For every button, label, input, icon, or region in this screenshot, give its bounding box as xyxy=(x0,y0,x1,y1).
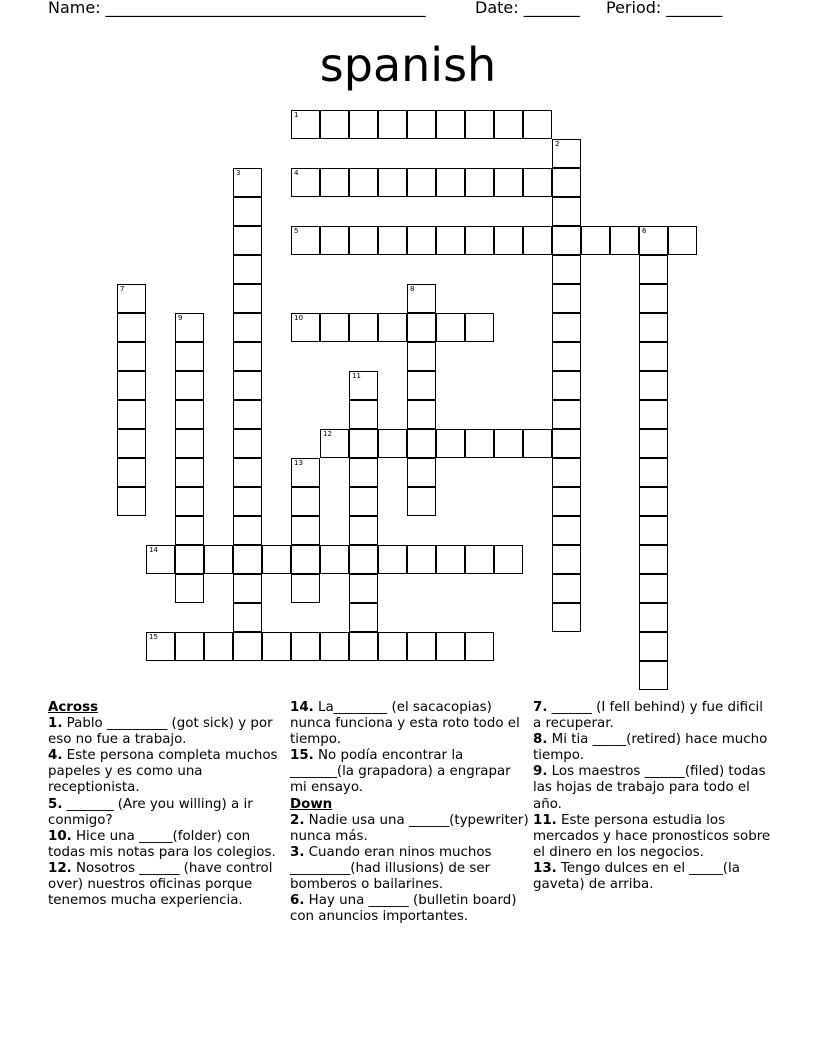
grid-cell[interactable] xyxy=(175,458,204,487)
cell-number: 15 xyxy=(149,633,158,641)
grid-cell[interactable] xyxy=(349,371,378,400)
grid-cell[interactable] xyxy=(552,400,581,429)
grid-cell[interactable] xyxy=(465,110,494,139)
grid-cell[interactable] xyxy=(436,168,465,197)
across-heading: Across xyxy=(48,700,99,715)
grid-cell[interactable] xyxy=(117,429,146,458)
grid-cell[interactable] xyxy=(639,284,668,313)
grid-cell[interactable] xyxy=(320,429,349,458)
grid-cell[interactable] xyxy=(465,429,494,458)
grid-cell[interactable] xyxy=(639,226,668,255)
clue-item xyxy=(48,716,288,748)
grid-cell[interactable] xyxy=(407,400,436,429)
grid-cell[interactable] xyxy=(668,226,697,255)
grid-cell[interactable] xyxy=(320,226,349,255)
grid-cell[interactable] xyxy=(117,371,146,400)
grid-cell[interactable] xyxy=(407,429,436,458)
grid-cell[interactable] xyxy=(233,168,262,197)
grid-cell[interactable] xyxy=(233,313,262,342)
grid-cell[interactable] xyxy=(291,168,320,197)
grid-cell[interactable] xyxy=(233,197,262,226)
grid-cell[interactable] xyxy=(349,632,378,661)
clue-number: 3. xyxy=(290,844,305,860)
grid-cell[interactable] xyxy=(291,458,320,487)
grid-cell[interactable] xyxy=(552,313,581,342)
grid-cell[interactable] xyxy=(291,110,320,139)
grid-cell[interactable] xyxy=(639,545,668,574)
grid-cell[interactable] xyxy=(320,313,349,342)
clue-item xyxy=(48,861,288,909)
grid-cell[interactable] xyxy=(552,255,581,284)
grid-cell[interactable] xyxy=(175,400,204,429)
grid-cell[interactable] xyxy=(349,226,378,255)
grid-cell[interactable] xyxy=(378,632,407,661)
grid-cell[interactable] xyxy=(552,342,581,371)
grid-cell[interactable] xyxy=(349,400,378,429)
grid-cell[interactable] xyxy=(552,168,581,197)
grid-cell[interactable] xyxy=(349,168,378,197)
clue-text: ______ (I fell behind) y fue dificil a recuperar. xyxy=(533,700,763,732)
across-clue-list xyxy=(48,716,288,909)
grid-cell[interactable] xyxy=(523,226,552,255)
grid-cell[interactable] xyxy=(349,574,378,603)
grid-cell[interactable] xyxy=(233,226,262,255)
grid-cell[interactable] xyxy=(378,429,407,458)
grid-cell[interactable] xyxy=(639,661,668,690)
grid-cell[interactable] xyxy=(552,371,581,400)
grid-cell[interactable] xyxy=(117,284,146,313)
grid-cell[interactable] xyxy=(639,574,668,603)
grid-cell[interactable] xyxy=(175,574,204,603)
grid-cell[interactable] xyxy=(233,342,262,371)
grid-cell[interactable] xyxy=(639,400,668,429)
clue-text: _______ (Are you willing) a ir conmigo? xyxy=(48,796,253,828)
grid-cell[interactable] xyxy=(291,516,320,545)
cell-number: 2 xyxy=(555,140,560,148)
grid-cell[interactable] xyxy=(262,632,291,661)
across-clue-list-continued xyxy=(290,700,530,797)
clue-number: 1. xyxy=(48,716,63,732)
grid-cell[interactable] xyxy=(552,487,581,516)
clue-text: Este persona estudia los mercados y hace pronosticos sobre el dinero en los negocios. xyxy=(533,812,771,860)
cell-number: 10 xyxy=(294,314,303,322)
clue-text: Los maestros ______(filed) todas las hojas de trabajo para todo el año. xyxy=(533,764,766,812)
clue-item xyxy=(48,797,288,829)
grid-cell[interactable] xyxy=(552,139,581,168)
clue-item xyxy=(290,813,530,845)
grid-cell[interactable] xyxy=(407,110,436,139)
grid-cell[interactable] xyxy=(494,168,523,197)
clue-item xyxy=(533,813,773,861)
grid-cell[interactable] xyxy=(523,429,552,458)
grid-cell[interactable] xyxy=(349,516,378,545)
grid-cell[interactable] xyxy=(581,226,610,255)
grid-cell[interactable] xyxy=(465,313,494,342)
grid-cell[interactable] xyxy=(291,226,320,255)
grid-cell[interactable] xyxy=(233,632,262,661)
grid-cell[interactable] xyxy=(523,168,552,197)
grid-cell[interactable] xyxy=(117,487,146,516)
grid-cell[interactable] xyxy=(117,400,146,429)
grid-cell[interactable] xyxy=(349,545,378,574)
clue-text: Este persona completa muchos papeles y es como una receptionista. xyxy=(48,748,278,796)
period-field[interactable]: Period: _______ xyxy=(606,0,723,17)
grid-cell[interactable] xyxy=(407,168,436,197)
grid-cell[interactable] xyxy=(175,632,204,661)
grid-cell[interactable] xyxy=(465,226,494,255)
grid-cell[interactable] xyxy=(494,429,523,458)
clue-text: Hice una _____(folder) con todas mis notas para los colegios. xyxy=(48,828,276,860)
grid-cell[interactable] xyxy=(349,110,378,139)
clue-number: 12. xyxy=(48,860,72,876)
grid-cell[interactable] xyxy=(407,284,436,313)
clues-column-3 xyxy=(533,700,773,893)
cell-number: 8 xyxy=(410,285,415,293)
clue-number: 5. xyxy=(48,796,63,812)
grid-cell[interactable] xyxy=(320,632,349,661)
grid-cell[interactable] xyxy=(436,545,465,574)
grid-cell[interactable] xyxy=(378,168,407,197)
grid-cell[interactable] xyxy=(552,574,581,603)
grid-cell[interactable] xyxy=(349,313,378,342)
puzzle-title: spanish xyxy=(319,38,497,92)
grid-cell[interactable] xyxy=(291,545,320,574)
cell-number: 4 xyxy=(294,169,299,177)
grid-cell[interactable] xyxy=(465,168,494,197)
grid-cell[interactable] xyxy=(378,226,407,255)
clue-number: 6. xyxy=(290,893,305,909)
grid-cell[interactable] xyxy=(291,574,320,603)
clue-text: Nosotros ______ (have control over) nuestros oficinas porque tenemos mucha experiencia. xyxy=(48,860,273,909)
grid-cell[interactable] xyxy=(465,632,494,661)
clue-text: No podía encontrar la _______(la grapadora) a engrapar mi ensayo. xyxy=(290,748,511,796)
clues-column-2 xyxy=(290,700,530,925)
grid-cell[interactable] xyxy=(407,487,436,516)
grid-cell[interactable] xyxy=(320,110,349,139)
grid-cell[interactable] xyxy=(233,516,262,545)
clue-number: 14. xyxy=(290,700,314,715)
date-field[interactable]: Date: _______ xyxy=(475,0,580,17)
clue-number: 2. xyxy=(290,812,305,828)
clue-number: 13. xyxy=(533,860,557,876)
grid-cell[interactable] xyxy=(233,487,262,516)
grid-cell[interactable] xyxy=(639,603,668,632)
clue-item xyxy=(290,893,530,925)
grid-cell[interactable] xyxy=(233,284,262,313)
grid-cell[interactable] xyxy=(233,458,262,487)
clue-number: 11. xyxy=(533,812,557,828)
grid-cell[interactable] xyxy=(262,545,291,574)
grid-cell[interactable] xyxy=(552,516,581,545)
grid-cell[interactable] xyxy=(175,313,204,342)
grid-cell[interactable] xyxy=(378,110,407,139)
clue-item xyxy=(290,845,530,893)
clue-number: 10. xyxy=(48,828,72,844)
clue-item xyxy=(290,748,530,796)
grid-cell[interactable] xyxy=(639,313,668,342)
clue-text: Nadie usa una ______(typewriter) nunca más. xyxy=(290,812,529,844)
grid-cell[interactable] xyxy=(494,545,523,574)
grid-cell[interactable] xyxy=(204,545,233,574)
clue-number: 9. xyxy=(533,764,548,780)
grid-cell[interactable] xyxy=(349,429,378,458)
cell-number: 12 xyxy=(323,430,332,438)
clue-text: Tengo dulces en el _____(la gaveta) de arriba. xyxy=(533,860,740,893)
clue-number: 4. xyxy=(48,748,63,764)
clue-item xyxy=(533,700,773,732)
grid-cell[interactable] xyxy=(639,458,668,487)
grid-cell[interactable] xyxy=(320,545,349,574)
cell-number: 14 xyxy=(149,546,158,554)
cell-number: 13 xyxy=(294,459,303,467)
grid-cell[interactable] xyxy=(552,429,581,458)
grid-cell[interactable] xyxy=(175,545,204,574)
clue-text: Pablo _________ (got sick) y por eso no fue a trabajo. xyxy=(48,716,273,748)
clues-column-1 xyxy=(48,700,288,909)
grid-cell[interactable] xyxy=(146,632,175,661)
grid-cell[interactable] xyxy=(436,226,465,255)
grid-cell[interactable] xyxy=(523,110,552,139)
grid-cell[interactable] xyxy=(552,226,581,255)
cell-number: 5 xyxy=(294,227,299,235)
clue-text: Cuando eran ninos muchos _________(had illusions) de ser bomberos o bailarines. xyxy=(290,844,492,893)
grid-cell[interactable] xyxy=(233,255,262,284)
grid-cell[interactable] xyxy=(175,371,204,400)
clue-text: La________ (el sacacopias) nunca funciona y esta roto todo el tiempo. xyxy=(290,700,520,748)
grid-cell[interactable] xyxy=(436,632,465,661)
grid-cell[interactable] xyxy=(407,632,436,661)
grid-cell[interactable] xyxy=(494,110,523,139)
clue-item xyxy=(533,732,773,764)
grid-cell[interactable] xyxy=(436,429,465,458)
grid-cell[interactable] xyxy=(175,342,204,371)
grid-cell[interactable] xyxy=(233,545,262,574)
cell-number: 9 xyxy=(178,314,183,322)
grid-cell[interactable] xyxy=(610,226,639,255)
grid-cell[interactable] xyxy=(233,400,262,429)
grid-cell[interactable] xyxy=(349,487,378,516)
grid-cell[interactable] xyxy=(639,371,668,400)
grid-cell[interactable] xyxy=(233,429,262,458)
down-clue-list xyxy=(290,813,530,926)
grid-cell[interactable] xyxy=(639,342,668,371)
grid-cell[interactable] xyxy=(291,313,320,342)
grid-cell[interactable] xyxy=(639,429,668,458)
grid-cell[interactable] xyxy=(320,168,349,197)
grid-cell[interactable] xyxy=(552,603,581,632)
grid-cell[interactable] xyxy=(639,632,668,661)
cell-number: 7 xyxy=(120,285,125,293)
grid-cell[interactable] xyxy=(349,458,378,487)
grid-cell[interactable] xyxy=(552,545,581,574)
grid-cell[interactable] xyxy=(349,603,378,632)
clue-text: Mi tia _____(retired) hace mucho tiempo. xyxy=(533,732,768,764)
clue-number: 7. xyxy=(533,700,548,715)
grid-cell[interactable] xyxy=(291,487,320,516)
clue-item xyxy=(48,829,288,861)
grid-cell[interactable] xyxy=(552,458,581,487)
grid-cell[interactable] xyxy=(175,516,204,545)
grid-cell[interactable] xyxy=(639,487,668,516)
cell-number: 11 xyxy=(352,372,361,380)
grid-cell[interactable] xyxy=(639,516,668,545)
grid-cell[interactable] xyxy=(407,545,436,574)
down-heading: Down xyxy=(290,796,333,812)
grid-cell[interactable] xyxy=(117,342,146,371)
clue-number: 15. xyxy=(290,748,314,764)
down-clue-list-continued xyxy=(533,700,773,893)
grid-cell[interactable] xyxy=(175,429,204,458)
cell-number: 6 xyxy=(642,227,647,235)
grid-cell[interactable] xyxy=(552,197,581,226)
grid-cell[interactable] xyxy=(233,371,262,400)
name-field[interactable]: Name: ________________________________________ xyxy=(48,0,426,17)
grid-cell[interactable] xyxy=(436,110,465,139)
grid-cell[interactable] xyxy=(436,313,465,342)
clue-item xyxy=(48,748,288,796)
grid-cell[interactable] xyxy=(175,487,204,516)
cell-number: 3 xyxy=(236,169,241,177)
grid-cell[interactable] xyxy=(378,313,407,342)
grid-cell[interactable] xyxy=(407,226,436,255)
cell-number: 1 xyxy=(294,111,299,119)
clue-item xyxy=(290,700,530,748)
grid-cell[interactable] xyxy=(494,226,523,255)
grid-cell[interactable] xyxy=(233,603,262,632)
grid-cell[interactable] xyxy=(204,632,233,661)
grid-cell[interactable] xyxy=(291,632,320,661)
grid-cell[interactable] xyxy=(407,458,436,487)
clue-item xyxy=(533,764,773,812)
grid-cell[interactable] xyxy=(117,313,146,342)
grid-cell[interactable] xyxy=(378,545,407,574)
clue-item xyxy=(533,861,773,893)
grid-cell[interactable] xyxy=(146,545,175,574)
grid-cell[interactable] xyxy=(117,458,146,487)
grid-cell[interactable] xyxy=(407,313,436,342)
grid-cell[interactable] xyxy=(639,255,668,284)
grid-cell[interactable] xyxy=(552,284,581,313)
clue-number: 8. xyxy=(533,732,548,748)
grid-cell[interactable] xyxy=(233,574,262,603)
grid-cell[interactable] xyxy=(465,545,494,574)
clue-text: Hay una ______ (bulletin board) con anuncios importantes. xyxy=(290,893,517,925)
grid-cell[interactable] xyxy=(407,371,436,400)
grid-cell[interactable] xyxy=(407,342,436,371)
